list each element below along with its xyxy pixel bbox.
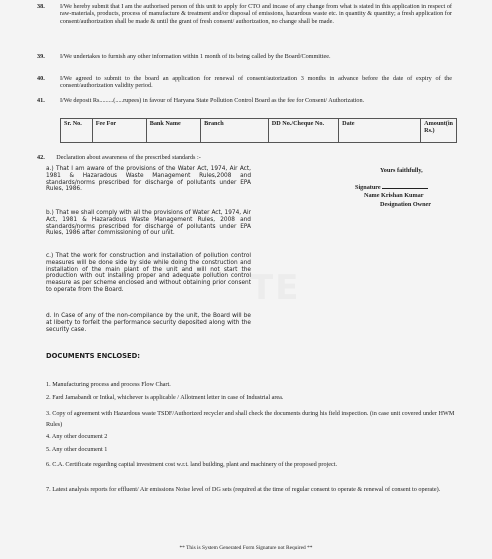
document-item: 2. Fard Jamabandi or Intkal, whichever is applicable / Allotment letter in case of Industrial area. <box>46 394 284 401</box>
clause-text: I/We hereby submit that I am the authorised person of this unit to apply for CTO and incase of any change from what is stated in this application in respect of raw-materials, products, process of manufacture & treatment and/or disposal of emissions, hazardous waste etc. in quantity & quantity; a fresh application for consent/authorization shall be made & until the grant of fresh consent/ authorization, no change shall be made. <box>60 3 452 25</box>
declaration-para-a: a.) That I am aware of the provisions of the Water Act, 1974, Air Act, 1981 & Hazaradous Waste Management Rules,2008 and standards/norms prescribed for discharge of pollutants under EPA Rules, 1986. <box>46 166 251 193</box>
signatory-designation: Designation Owner <box>380 201 432 208</box>
col-fee-for: Fee For <box>92 119 146 143</box>
signatory-name: Name Krishan Kumar <box>364 192 424 199</box>
fee-table-header-row <box>61 119 457 143</box>
clause-39 <box>37 53 452 69</box>
signature-label: Signature <box>355 184 428 191</box>
document-item: 4. Any other document 2 <box>46 433 108 440</box>
col-branch: Branch <box>201 119 269 143</box>
col-sr-no: Sr. No. <box>61 119 93 143</box>
col-amount: Amount(in Rs.) <box>421 119 457 143</box>
clause-text: I/We deposit Rs.........(.....rupees) in favour of Haryana State Pollution Control Board as the fee for Consent/ Authorization. <box>60 97 365 104</box>
footer-note: ** This is System Generated Form Signature not Required ** <box>179 545 313 551</box>
document-item: 6. C.A. Certificate regarding capital investment cost w.r.t. land building, plant and machinery of the proposed project. <box>46 461 338 468</box>
clause-number: 41. <box>37 97 45 104</box>
clause-number: 38. <box>37 3 45 10</box>
clause-number: 40. <box>37 75 45 82</box>
col-date: Date <box>339 119 421 143</box>
fee-table <box>60 118 457 143</box>
clause-text: I/We undertakes to furnish any other information within 1 month of its being called by the Board/Committee. <box>60 53 331 60</box>
document-item: 7. Latest analysis reports for effluent/ Air emissions Noise level of DG sets (required at the time of regular consent to operate & renewal of consent to operate). <box>46 486 441 493</box>
watermark: TE <box>250 268 301 308</box>
declaration-para-c: c.) That the work for construction and installation of pollution control measures will be done side by side while doing the construction and installation of the main plant of the unit and will not start the production with out installing proper and adequate pollution control measure as per scheme enclosed and without obtaining prior consent to operate from the Board. <box>46 253 251 293</box>
closing-text: Yours faithfully, <box>380 167 423 174</box>
clause-41 <box>37 97 452 113</box>
clause-38 <box>37 3 452 47</box>
col-dd-cheque-no: DD No./Cheque No. <box>268 119 338 143</box>
col-bank-name: Bank Name <box>146 119 200 143</box>
declaration-para-d: d. In Case of any of the non-compilance by the unit, the Board will be at liberty to forfeit the performance security deposited along with the security case. <box>46 313 251 333</box>
declaration-para-b: b.) That we shall comply with all the provisions of Water Act, 1974, Air Act, 1981 & Hazaradous Waste Management Rules, 2008 and standards/norms prescribed for discharge of pollutants under EPA Rules, 1986 after commissioning of our unit. <box>46 210 251 237</box>
document-item: 1. Manufacturing process and process Flow Chart. <box>46 381 171 388</box>
clause-number: 39. <box>37 53 45 60</box>
document-item: 5. Any other document 1 <box>46 446 108 453</box>
declaration-heading <box>37 154 201 161</box>
clause-text: I/We agreed to submit to the board an application for renewal of consent/autorization 3 months in advance before the date of expiry of the consent/authorization validity period. <box>60 75 452 90</box>
documents-heading: DOCUMENTS ENCLOSED: <box>46 352 141 360</box>
declaration-title: Declaration about awareness of the prescribed standards :- <box>56 154 201 161</box>
clause-number: 42. <box>37 154 45 161</box>
document-item: 3. Copy of agreement with Hazardous waste TSDF/Authorized recycler and shall check the documents during his field inspection. (in case unit covered under HWM Rules) <box>46 410 455 428</box>
clause-40 <box>37 75 452 91</box>
